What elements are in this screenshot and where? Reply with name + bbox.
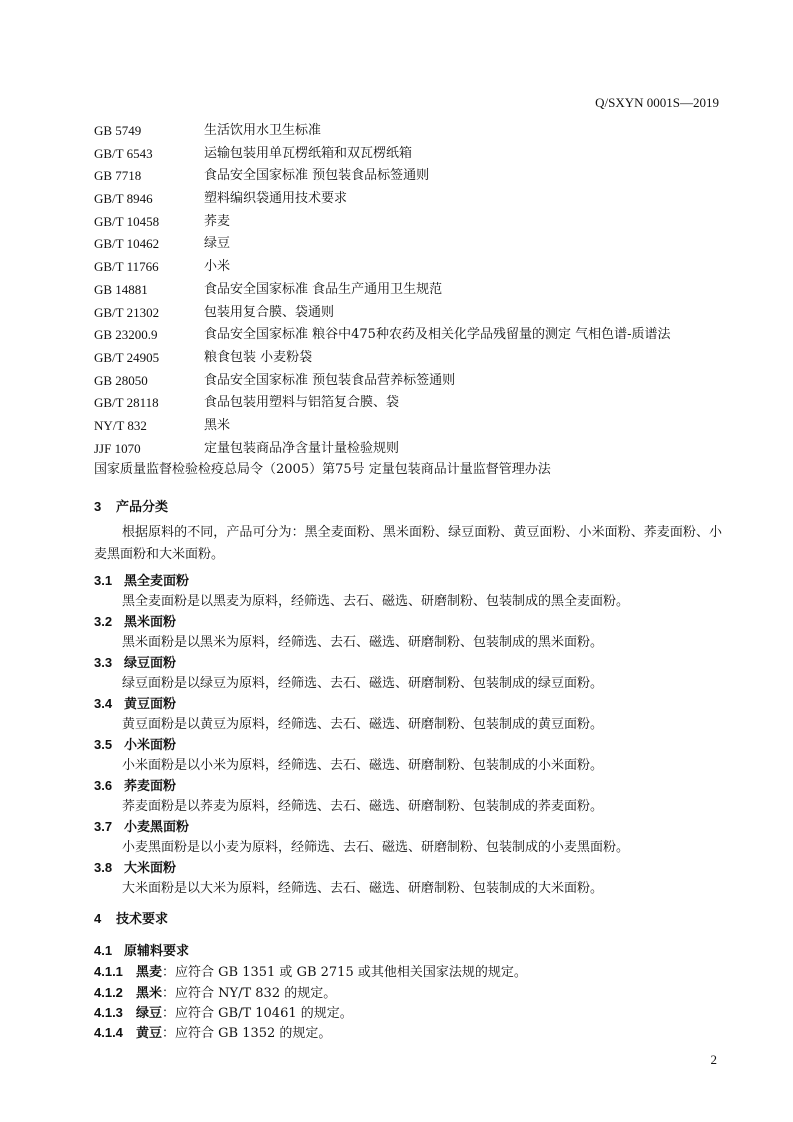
subsection-number: 3.7 [94, 819, 113, 834]
reference-title: 塑料编织袋通用技术要求 [204, 191, 348, 207]
requirement-item [94, 961, 527, 980]
subsection-heading [94, 816, 189, 835]
requirement-number: 4.1.3 [94, 1005, 123, 1020]
reference-code: GB 28050 [94, 372, 148, 388]
requirement-number: 4.1.1 [94, 964, 123, 979]
subsection-title: 小米面粉 [124, 738, 177, 753]
reference-row [94, 438, 734, 461]
requirement-text: ：应符合 GB 1351 或 GB 2715 或其他相关国家法规的规定。 [162, 965, 527, 980]
reference-row [94, 392, 734, 415]
reference-title: 粮食包装 小麦粉袋 [204, 349, 313, 365]
reference-row [94, 233, 734, 256]
requirement-item [94, 1022, 331, 1041]
reference-title: 黑米 [204, 417, 231, 433]
requirement-item [94, 1002, 353, 1021]
reference-title: 绿豆 [204, 236, 231, 252]
subsection-heading [94, 652, 176, 671]
subsection-text: 绿豆面粉是以绿豆为原料，经筛选、去石、磁选、研磨制粉、包装制成的绿豆面粉。 [122, 676, 604, 691]
subsection-number: 3.3 [94, 655, 113, 670]
subsection-number: 3.6 [94, 778, 113, 793]
reference-row [94, 347, 734, 370]
subsection-title: 大米面粉 [124, 861, 177, 876]
reference-title: 食品安全国家标准 粮谷中475种农药及相关化学品残留量的测定 气相色谱-质谱法 [204, 327, 671, 343]
subsection-text: 黄豆面粉是以黄豆为原料，经筛选、去石、磁选、研磨制粉、包装制成的黄豆面粉。 [122, 717, 604, 732]
reference-row [94, 165, 734, 188]
subsection-text: 黑全麦面粉是以黑麦为原料，经筛选、去石、磁选、研磨制粉、包装制成的黑全麦面粉。 [122, 594, 630, 609]
requirement-keyword: 黄豆 [136, 1026, 163, 1041]
requirement-text: ：应符合 NY/T 832 的规定。 [162, 986, 337, 1001]
page-number: 2 [710, 1052, 717, 1067]
reference-title: 定量包装商品净含量计量检验规则 [204, 440, 400, 456]
reference-code: GB 7718 [94, 168, 142, 184]
section-title: 产品分类 [116, 500, 169, 515]
reference-row [94, 279, 734, 302]
reference-title: 小米 [204, 259, 231, 275]
reference-row [94, 143, 734, 166]
reference-title: 生活饮用水卫生标准 [204, 123, 322, 138]
subsection-heading [94, 570, 189, 589]
requirement-number: 4.1.2 [94, 985, 123, 1000]
subsection-heading [94, 693, 176, 712]
subsection-text: 大米面粉是以大米为原料，经筛选、去石、磁选、研磨制粉、包装制成的大米面粉。 [122, 881, 604, 896]
subsection-number: 3.2 [94, 614, 113, 629]
requirement-keyword: 黑米 [136, 986, 163, 1001]
subsection-number: 3.4 [94, 696, 113, 711]
reference-title: 食品安全国家标准 食品生产通用卫生规范 [204, 281, 443, 297]
reference-regulation: 国家质量监督检验检疫总局令（2005）第75号 定量包装商品计量监督管理办法 [94, 462, 551, 477]
reference-row [94, 256, 734, 279]
reference-row [94, 302, 734, 325]
requirement-number: 4.1.4 [94, 1025, 123, 1040]
reference-title: 食品安全国家标准 预包装食品营养标签通则 [204, 372, 456, 388]
subsection-heading [94, 775, 176, 794]
requirement-item [94, 982, 336, 1001]
subsection-title: 黄豆面粉 [124, 697, 177, 712]
reference-code: NY/T 832 [94, 417, 147, 433]
subsection-title: 荞麦面粉 [124, 779, 177, 794]
section-number: 3 [94, 499, 102, 514]
reference-list [94, 120, 734, 460]
reference-code: GB 23200.9 [94, 327, 158, 343]
section-heading [94, 496, 168, 515]
reference-title: 包装用复合膜、袋通则 [204, 304, 335, 320]
requirement-text: ：应符合 GB 1352 的规定。 [162, 1026, 332, 1041]
subsection-number: 3.8 [94, 860, 113, 875]
reference-row [94, 370, 734, 393]
requirement-text: ：应符合 GB/T 10461 的规定。 [162, 1006, 353, 1021]
subsection-heading [94, 857, 176, 876]
reference-row [94, 188, 734, 211]
subsection-heading [94, 734, 176, 753]
reference-code: GB/T 24905 [94, 349, 160, 365]
subsection-number: 3.1 [94, 573, 113, 588]
reference-code: GB/T 10458 [94, 213, 160, 229]
reference-code: GB/T 28118 [94, 395, 159, 411]
reference-code: GB/T 11766 [94, 259, 159, 275]
subsection-text: 小米面粉是以小米为原料，经筛选、去石、磁选、研磨制粉、包装制成的小米面粉。 [122, 758, 604, 773]
reference-code: GB/T 21302 [94, 304, 160, 320]
subsection-title: 黑米面粉 [124, 615, 177, 630]
section-number: 4 [94, 911, 102, 926]
reference-code: GB/T 10462 [94, 236, 160, 252]
reference-row [94, 120, 734, 143]
section-intro: 根据原料的不同，产品可分为：黑全麦面粉、黑米面粉、绿豆面粉、黄豆面粉、小米面粉、荞麦面粉、小麦黑面粉和大米面粉。 [94, 525, 722, 562]
requirement-keyword: 黑麦 [136, 965, 163, 980]
reference-code: GB 14881 [94, 281, 148, 297]
subsection-text: 荞麦面粉是以荞麦为原料，经筛选、去石、磁选、研磨制粉、包装制成的荞麦面粉。 [122, 799, 604, 814]
subsection-text: 小麦黑面粉是以小麦为原料，经筛选、去石、磁选、研磨制粉、包装制成的小麦黑面粉。 [122, 840, 630, 855]
subsection-heading [94, 940, 189, 959]
subsection-heading [94, 611, 176, 630]
document-code: Q/SXYN 0001S—2019 [595, 95, 719, 110]
section-heading [94, 908, 168, 927]
subsection-title: 原辅料要求 [124, 944, 190, 959]
reference-code: GB/T 8946 [94, 191, 153, 207]
reference-title: 食品安全国家标准 预包装食品标签通则 [204, 168, 430, 184]
reference-title: 食品包装用塑料与铝箔复合膜、袋 [204, 395, 400, 411]
reference-code: GB/T 6543 [94, 145, 153, 161]
reference-row [94, 211, 734, 234]
reference-row [94, 324, 734, 347]
subsection-title: 绿豆面粉 [124, 656, 177, 671]
requirement-keyword: 绿豆 [136, 1006, 163, 1021]
reference-title: 荞麦 [204, 213, 231, 229]
reference-code: JJF 1070 [94, 440, 141, 456]
subsection-title: 黑全麦面粉 [124, 574, 190, 589]
section-title: 技术要求 [116, 912, 169, 927]
reference-code: GB 5749 [94, 123, 142, 138]
subsection-text: 黑米面粉是以黑米为原料，经筛选、去石、磁选、研磨制粉、包装制成的黑米面粉。 [122, 635, 604, 650]
subsection-title: 小麦黑面粉 [124, 820, 190, 835]
reference-row [94, 415, 734, 438]
subsection-number: 4.1 [94, 943, 113, 958]
reference-title: 运输包装用单瓦楞纸箱和双瓦楞纸箱 [204, 145, 413, 161]
subsection-number: 3.5 [94, 737, 113, 752]
